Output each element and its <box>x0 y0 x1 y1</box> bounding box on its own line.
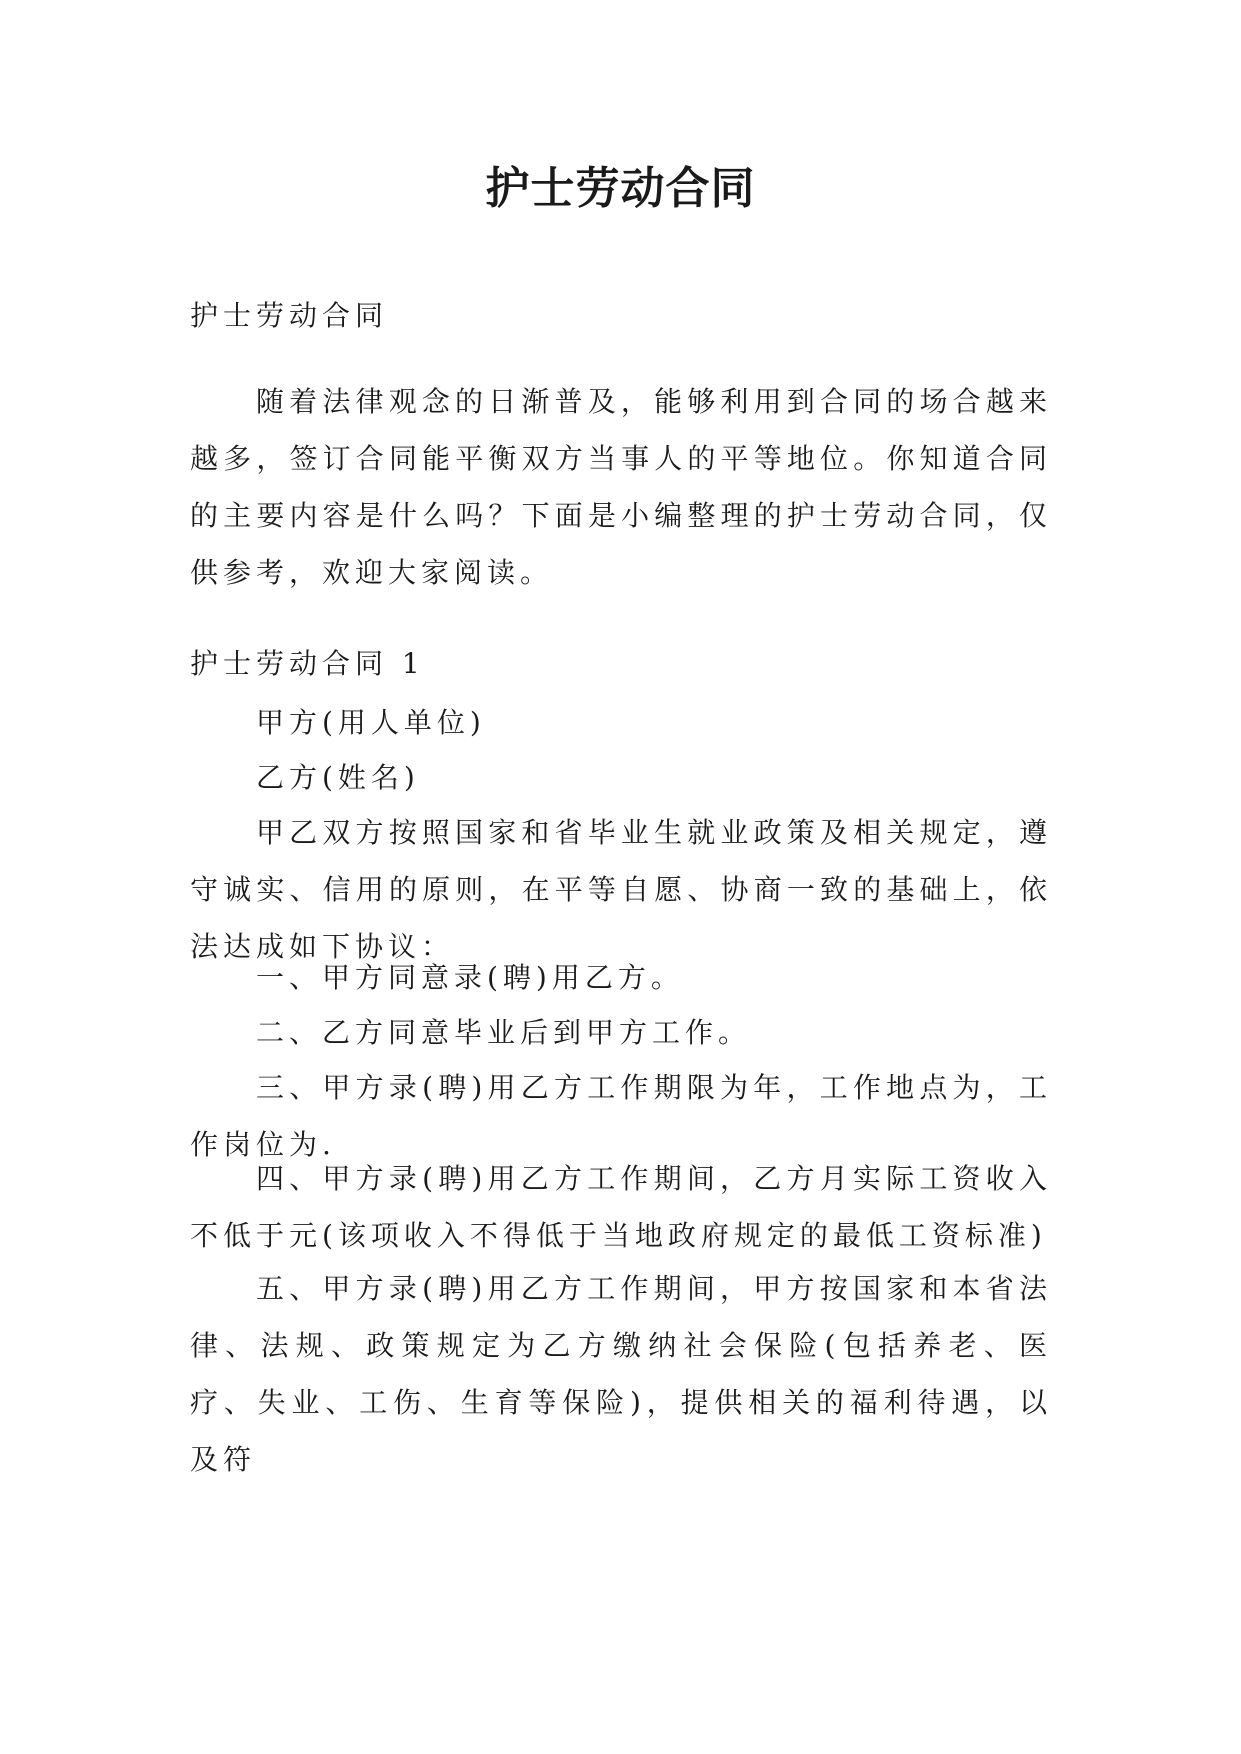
clause-3: 三、甲方录(聘)用乙方工作期限为年，工作地点为，工作岗位为. <box>190 1071 1052 1161</box>
clause-1: 一、甲方同意录(聘)用乙方。 <box>256 961 684 994</box>
clause-5: 五、甲方录(聘)用乙方工作期间，甲方按国家和本省法律、法规、政策规定为乙方缴纳社会保险(包括养老、医疗、失业、工伤、生育等保险)，提供相关的福利待遇，以及符 <box>190 1272 1052 1476</box>
document-subtitle: 护士劳动合同 <box>190 299 389 332</box>
document-title: 护士劳动合同 <box>485 163 756 214</box>
preamble-paragraph: 甲乙双方按照国家和省毕业生就业政策及相关规定，遵守诚实、信用的原则，在平等自愿、协商一致的基础上，依法达成如下协议： <box>190 816 1052 963</box>
clause-4: 四、甲方录(聘)用乙方工作期间，乙方月实际工资收入不低于元(该项收入不得低于当地政府规定的最低工资标准) <box>190 1162 1052 1252</box>
section-heading: 护士劳动合同 1 <box>190 647 425 680</box>
party-a-line: 甲方(用人单位) <box>256 706 486 739</box>
intro-paragraph: 随着法律观念的日渐普及，能够利用到合同的场合越来越多，签订合同能平衡双方当事人的平等地位。你知道合同的主要内容是什么吗？下面是小编整理的护士劳动合同，仅供参考，欢迎大家阅读。 <box>190 385 1052 589</box>
clause-2: 二、乙方同意毕业后到甲方工作。 <box>256 1016 752 1049</box>
party-b-line: 乙方(姓名) <box>256 761 420 794</box>
